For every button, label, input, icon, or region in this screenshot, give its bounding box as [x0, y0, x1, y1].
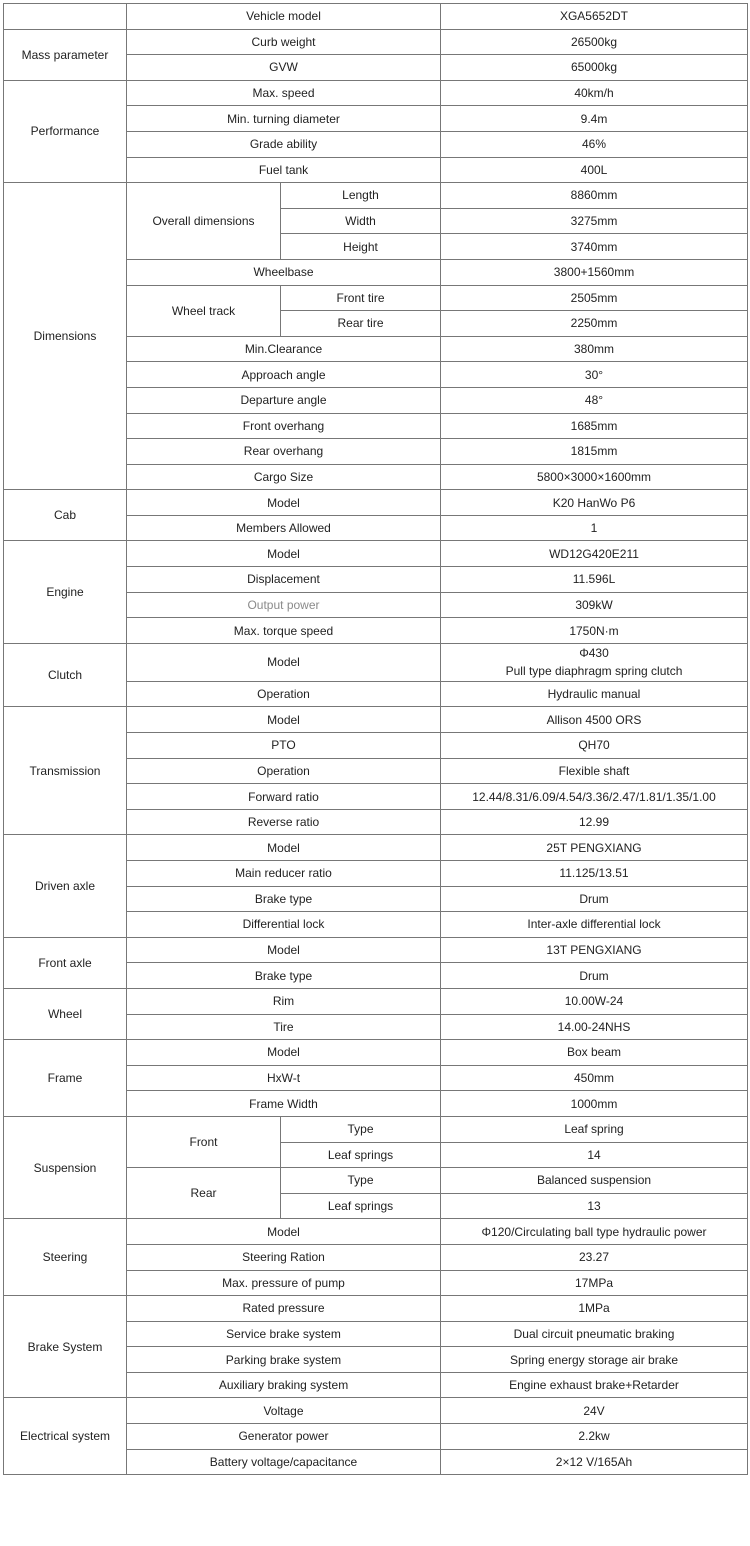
table-row — [4, 1296, 748, 1322]
param-label: Front overhang — [127, 413, 441, 439]
section-name-performance: Performance — [4, 80, 127, 182]
param-label: Differential lock — [127, 912, 441, 938]
section-name-frame: Frame — [4, 1040, 127, 1117]
param-label: Brake type — [127, 963, 441, 989]
param-value: Leaf spring — [441, 1116, 748, 1142]
param-value: 2505mm — [441, 285, 748, 311]
param-value — [441, 643, 748, 681]
param-value: 3740mm — [441, 234, 748, 260]
table-row — [4, 4, 748, 30]
param-value: 2250mm — [441, 311, 748, 337]
section-name-transmission: Transmission — [4, 707, 127, 835]
param-label: Min. turning diameter — [127, 106, 441, 132]
param-value: 24V — [441, 1398, 748, 1424]
param-label: Approach angle — [127, 362, 441, 388]
param-label: Model — [127, 937, 441, 963]
param-value: 17MPa — [441, 1270, 748, 1296]
table-row — [4, 1219, 748, 1245]
section-name-dimensions: Dimensions — [4, 183, 127, 490]
table-row — [4, 541, 748, 567]
param-label: Tire — [127, 1014, 441, 1040]
param-value: 1815mm — [441, 439, 748, 465]
table-row — [4, 643, 748, 681]
param-value: 8860mm — [441, 183, 748, 209]
section-name-steering: Steering — [4, 1219, 127, 1296]
section-name-suspension: Suspension — [4, 1116, 127, 1218]
param-label: Model — [127, 643, 441, 681]
param-value: 309kW — [441, 592, 748, 618]
sub-param-label: Width — [281, 208, 441, 234]
sub-param-label: Leaf springs — [281, 1142, 441, 1168]
param-value: WD12G420E211 — [441, 541, 748, 567]
table-row — [4, 29, 748, 55]
section-name-brake-system: Brake System — [4, 1296, 127, 1398]
param-value: 25T PENGXIANG — [441, 835, 748, 861]
param-value: 1000mm — [441, 1091, 748, 1117]
sub-param-label: Front tire — [281, 285, 441, 311]
table-row — [4, 1398, 748, 1424]
section-name-electrical-system: Electrical system — [4, 1398, 127, 1475]
param-label: Frame Width — [127, 1091, 441, 1117]
param-label: Curb weight — [127, 29, 441, 55]
table-row — [4, 937, 748, 963]
param-label: Max. pressure of pump — [127, 1270, 441, 1296]
param-value: 10.00W-24 — [441, 988, 748, 1014]
param-value-line: Φ430 — [579, 646, 609, 661]
param-value: Flexible shaft — [441, 758, 748, 784]
param-value: Φ120/Circulating ball type hydraulic power — [441, 1219, 748, 1245]
param-value: 11.596L — [441, 567, 748, 593]
param-label: Model — [127, 490, 441, 516]
table-row — [4, 707, 748, 733]
param-label: Displacement — [127, 567, 441, 593]
param-label: Grade ability — [127, 131, 441, 157]
table-row — [4, 490, 748, 516]
param-value: 65000kg — [441, 55, 748, 81]
section-name-engine: Engine — [4, 541, 127, 643]
param-value: 400L — [441, 157, 748, 183]
param-label: Reverse ratio — [127, 809, 441, 835]
param-value: Dual circuit pneumatic braking — [441, 1321, 748, 1347]
param-label: Model — [127, 835, 441, 861]
param-value: Spring energy storage air brake — [441, 1347, 748, 1373]
param-label: Forward ratio — [127, 784, 441, 810]
table-row — [4, 1116, 748, 1142]
param-value: 26500kg — [441, 29, 748, 55]
param-value: 23.27 — [441, 1244, 748, 1270]
param-value: 40km/h — [441, 80, 748, 106]
param-label: Fuel tank — [127, 157, 441, 183]
param-value: Engine exhaust brake+Retarder — [441, 1372, 748, 1398]
section-name-front-axle: Front axle — [4, 937, 127, 988]
param-value: 48° — [441, 387, 748, 413]
param-label: Main reducer ratio — [127, 861, 441, 887]
param-value: 13T PENGXIANG — [441, 937, 748, 963]
param-label: Voltage — [127, 1398, 441, 1424]
sub-param-label: Leaf springs — [281, 1193, 441, 1219]
param-value: 46% — [441, 131, 748, 157]
param-value: K20 HanWo P6 — [441, 490, 748, 516]
param-label: GVW — [127, 55, 441, 81]
param-label: Rim — [127, 988, 441, 1014]
param-value: Allison 4500 ORS — [441, 707, 748, 733]
section-name-driven-axle: Driven axle — [4, 835, 127, 937]
param-value: Drum — [441, 886, 748, 912]
param-label: Steering Ration — [127, 1244, 441, 1270]
param-value: 13 — [441, 1193, 748, 1219]
group-label: Front — [127, 1116, 281, 1167]
section-name-row — [4, 4, 127, 30]
param-label: Rated pressure — [127, 1296, 441, 1322]
sub-param-label: Height — [281, 234, 441, 260]
param-value: QH70 — [441, 733, 748, 759]
table-row — [4, 1040, 748, 1066]
param-label: HxW-t — [127, 1065, 441, 1091]
param-value: 14.00-24NHS — [441, 1014, 748, 1040]
param-label: PTO — [127, 733, 441, 759]
sub-param-label: Rear tire — [281, 311, 441, 337]
section-name-mass-parameter: Mass parameter — [4, 29, 127, 80]
param-value: 3275mm — [441, 208, 748, 234]
param-label: Max. torque speed — [127, 618, 441, 644]
param-value: Balanced suspension — [441, 1168, 748, 1194]
param-value: Box beam — [441, 1040, 748, 1066]
param-label: Wheelbase — [127, 259, 441, 285]
param-value: 380mm — [441, 336, 748, 362]
group-label: Wheel track — [127, 285, 281, 336]
table-row — [4, 80, 748, 106]
param-label: Vehicle model — [127, 4, 441, 30]
param-value: 450mm — [441, 1065, 748, 1091]
section-name-cab: Cab — [4, 490, 127, 541]
param-value: 30° — [441, 362, 748, 388]
param-label: Departure angle — [127, 387, 441, 413]
table-row — [4, 835, 748, 861]
group-label: Rear — [127, 1168, 281, 1219]
param-label: Cargo Size — [127, 464, 441, 490]
param-value: XGA5652DT — [441, 4, 748, 30]
param-value: 1685mm — [441, 413, 748, 439]
param-label: Members Allowed — [127, 515, 441, 541]
sub-param-label: Type — [281, 1116, 441, 1142]
table-row — [4, 183, 748, 209]
param-value: 2×12 V/165Ah — [441, 1449, 748, 1475]
param-value: Drum — [441, 963, 748, 989]
spec-table-body — [4, 4, 748, 1475]
sub-param-label: Type — [281, 1168, 441, 1194]
param-label: Model — [127, 1040, 441, 1066]
param-value: 2.2kw — [441, 1424, 748, 1450]
param-value: 1750N·m — [441, 618, 748, 644]
param-label: Max. speed — [127, 80, 441, 106]
param-value: 14 — [441, 1142, 748, 1168]
param-value: 3800+1560mm — [441, 259, 748, 285]
param-label: Model — [127, 1219, 441, 1245]
param-label: Auxiliary braking system — [127, 1372, 441, 1398]
param-label: Generator power — [127, 1424, 441, 1450]
param-value: 12.99 — [441, 809, 748, 835]
param-label: Operation — [127, 681, 441, 707]
param-label: Service brake system — [127, 1321, 441, 1347]
param-label: Brake type — [127, 886, 441, 912]
param-value: Hydraulic manual — [441, 681, 748, 707]
param-label: Output power — [127, 592, 441, 618]
param-label: Min.Clearance — [127, 336, 441, 362]
param-label: Model — [127, 541, 441, 567]
param-value: 1 — [441, 515, 748, 541]
sub-param-label: Length — [281, 183, 441, 209]
param-value: Inter-axle differential lock — [441, 912, 748, 938]
table-row — [4, 988, 748, 1014]
param-label: Parking brake system — [127, 1347, 441, 1373]
param-label: Battery voltage/capacitance — [127, 1449, 441, 1475]
group-label: Overall dimensions — [127, 183, 281, 260]
param-label: Model — [127, 707, 441, 733]
section-name-clutch: Clutch — [4, 643, 127, 707]
param-label: Operation — [127, 758, 441, 784]
param-value-line: Pull type diaphragm spring clutch — [505, 664, 683, 679]
param-value: 11.125/13.51 — [441, 861, 748, 887]
param-value: 12.44/8.31/6.09/4.54/3.36/2.47/1.81/1.35/1.00 — [441, 784, 748, 810]
param-value: 1MPa — [441, 1296, 748, 1322]
spec-table — [3, 3, 748, 1475]
param-value: 5800×3000×1600mm — [441, 464, 748, 490]
section-name-wheel: Wheel — [4, 988, 127, 1039]
param-value: 9.4m — [441, 106, 748, 132]
param-label: Rear overhang — [127, 439, 441, 465]
